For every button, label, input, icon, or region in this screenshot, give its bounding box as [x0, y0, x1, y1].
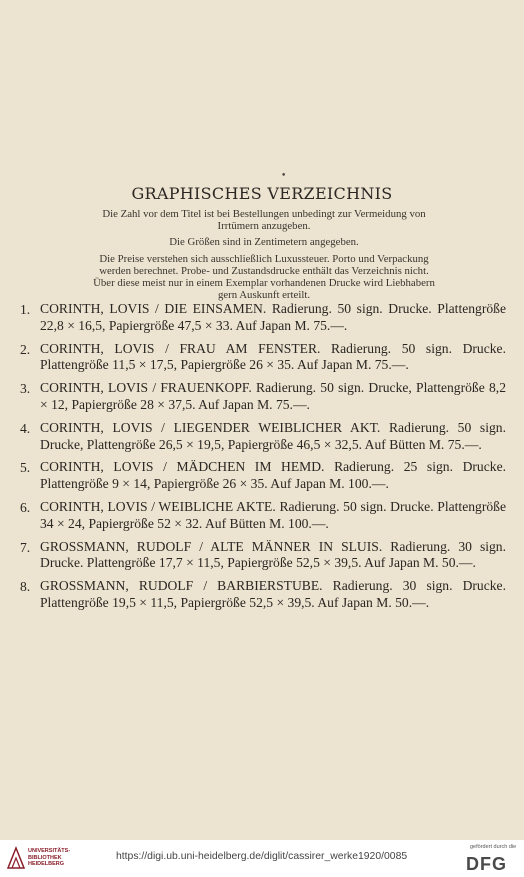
entry-number: 1. — [20, 302, 31, 317]
entry-text: GROSSMANN, RUDOLF / BARBIERSTUBE. Radierung. 30 sign. Drucke. Plattengröße 19,5 × 11,5, Papiergröße 52,5 × 39,5. Auf Japan M. 50.—. — [40, 578, 506, 610]
catalog-entry — [20, 301, 506, 335]
entry-text: GROSSMANN, RUDOLF / ALTE MÄNNER IN SLUIS. Radierung. 30 sign. Drucke. Plattengröße 17,7 × 11,5, Papiergröße 52,5 × 39,5. Auf Japan M. 50.—. — [40, 538, 506, 571]
entry-text: CORINTH, LOVIS / MÄDCHEN IM HEMD. Radierung. 25 sign. Drucke. Plattengröße 9 × 14, Papiergröße 26 × 35. Auf Japan M. 100.—. — [40, 459, 506, 492]
entry-number: 3. — [20, 381, 31, 397]
entry-text: CORINTH, LOVIS / FRAUENKOPF. Radierung. 50 sign. Drucke, Plattengröße 8,2 × 12, Papiergröße 28 × 37,5. Auf Japan M. 75.—. — [40, 380, 506, 412]
entry-number: 5. — [20, 460, 31, 476]
university-library-logo-icon — [6, 846, 26, 870]
entry-number: 7. — [20, 539, 31, 555]
entry-text: CORINTH, LOVIS / WEIBLICHE AKTE. Radierung. 50 sign. Drucke. Plattengröße 34 × 24, Papiergröße 52 × 32. Auf Bütten M. 100.—. — [40, 498, 506, 531]
note-line: werden berechnet. Probe- und Zustandsdrucke enthält das Verzeichnis nicht. — [99, 265, 429, 277]
page-heading: GRAPHISCHES VERZEICHNIS — [131, 184, 393, 203]
catalog-entry — [20, 341, 506, 375]
viewer-footer — [0, 840, 524, 877]
note-line: Die Größen sind in Zentimetern angegeben. — [169, 236, 359, 248]
note-line: Irrtümern anzugeben. — [217, 220, 311, 232]
catalog-entry — [20, 459, 506, 493]
catalog-entry — [20, 539, 506, 573]
catalog-entry — [20, 499, 506, 533]
note-line: Die Zahl vor dem Titel ist bei Bestellungen unbedingt zur Vermeidung von — [102, 208, 426, 220]
entry-text: CORINTH, LOVIS / DIE EINSAMEN. Radierung. 50 sign. Drucke. Plattengröße 22,8 × 16,5, Papiergröße 47,5 × 33. Auf Japan M. 75.—. — [40, 301, 506, 333]
entry-text: CORINTH, LOVIS / LIEGENDER WEIBLICHER AKT. Radierung. 50 sign. Drucke, Plattengröße 26,5 × 19,5, Papiergröße 46,5 × 32,5. Auf Bütten M. 75.—. — [40, 419, 506, 452]
catalog-entry — [20, 380, 506, 414]
note-line: gern Auskunft erteilt. — [217, 289, 311, 301]
ornament-dot: • — [281, 171, 287, 181]
catalog-entry — [20, 420, 506, 454]
funded-by-label: gefördert durch die — [470, 844, 517, 850]
entry-text: CORINTH, LOVIS / FRAU AM FENSTER. Radierung. 50 sign. Drucke. Plattengröße 11,5 × 17,5, Papiergröße 26 × 35. Auf Japan M. 75.—. — [40, 340, 506, 373]
entry-number: 8. — [20, 579, 31, 595]
entry-number: 4. — [20, 420, 31, 436]
entry-number: 2. — [20, 341, 31, 357]
note-line: Über diese meist nur in einem Exemplar vorhandenen Drucke wird Liebhabern — [93, 277, 435, 289]
permalink-url[interactable]: https://digi.ub.uni-heidelberg.de/diglit/cassirer_werke1920/0085 — [116, 851, 408, 862]
dfg-logo: DFG — [466, 854, 507, 874]
entry-number: 6. — [20, 499, 31, 515]
catalog-list — [20, 301, 506, 618]
library-logo-text: UNIVERSITÄTS- BIBLIOTHEK HEIDELBERG — [28, 848, 71, 867]
catalog-entry — [20, 578, 506, 612]
note-line: Die Preise verstehen sich ausschließlich Luxussteuer. Porto und Verpackung — [99, 253, 429, 265]
